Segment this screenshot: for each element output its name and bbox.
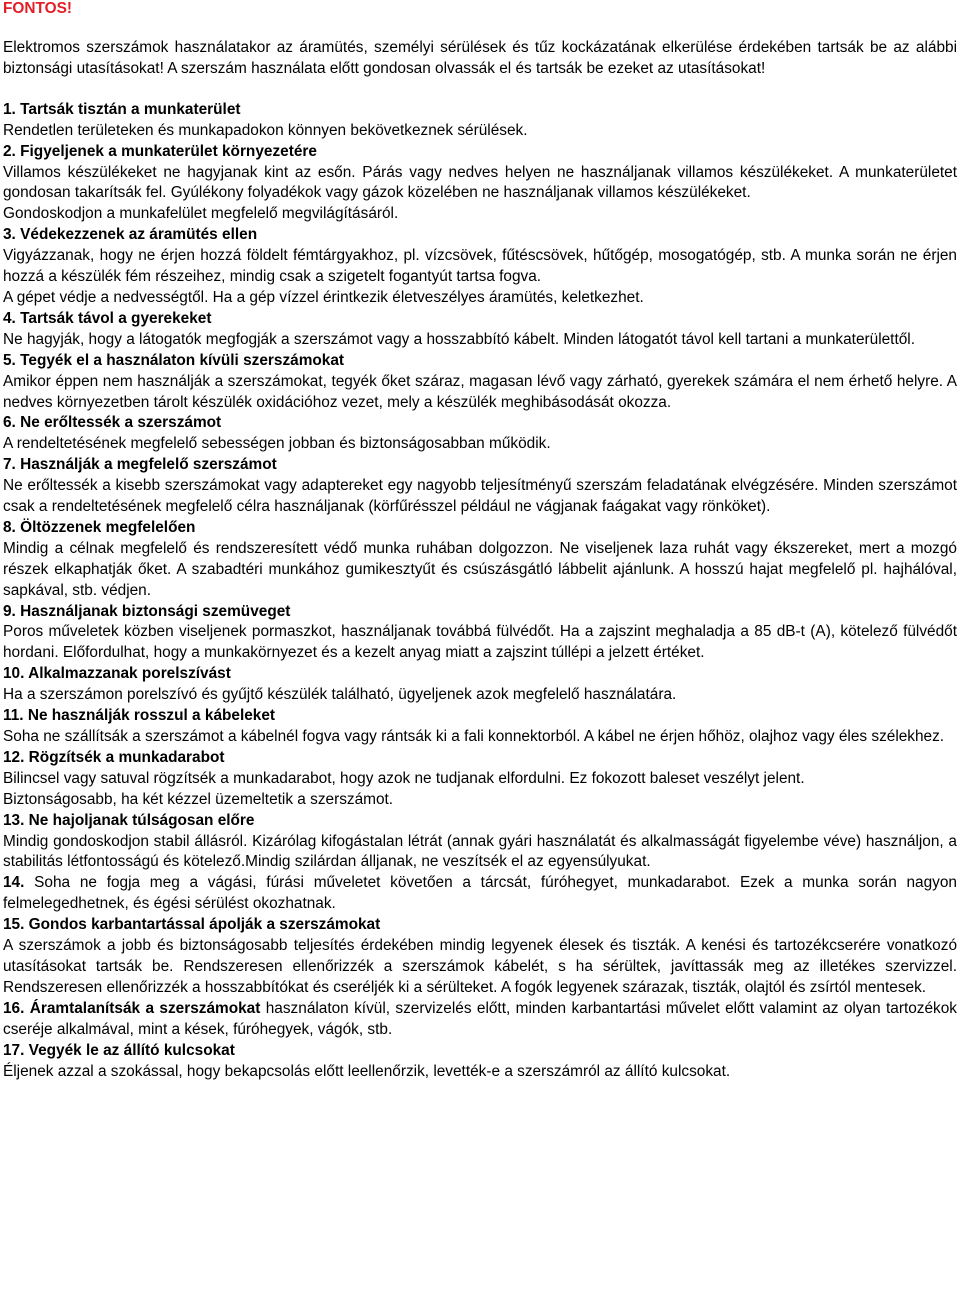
section-title: Vegyék le az állító kulcsokat <box>28 1041 235 1059</box>
section-number: 1. <box>3 100 21 118</box>
section-number: 2. <box>3 142 21 160</box>
section-body: Mindig a célnak megfelelő és rendszeresített védő munka ruhában dolgozzon. Ne viseljenek laza ruhát vagy ékszereket, mert a mozgó részek elkaphatják őket. A szabadtéri munkához gumikesztyűt és csúszásgátló lábbelit ajánlunk. A hosszú hajat megfelelő pl. hajhálóval, sapkával, stb. védjen. <box>3 539 957 599</box>
section-17 <box>3 1041 957 1083</box>
section-4 <box>3 309 957 351</box>
section-heading <box>3 225 957 246</box>
section-inline-text: használaton kívül, szervizelés előtt, minden karbantartási művelet előtt valamint az olyan tartozékok cseréje alkalmával, mint a kések, fúróhegyek, vágók, stb. <box>3 999 957 1038</box>
section-number: 11. <box>3 707 28 725</box>
page-title: FONTOS! <box>3 0 72 17</box>
section-heading <box>3 455 957 476</box>
section-5 <box>3 351 957 414</box>
section-title: Ne erőltessék a szerszámot <box>20 414 222 432</box>
section-title: Védekezzenek az áramütés ellen <box>20 226 258 244</box>
section-title: Ne hajoljanak túlságosan előre <box>28 811 255 829</box>
section-number: 7. <box>3 456 21 474</box>
section-heading <box>3 1041 957 1062</box>
section-8 <box>3 518 957 602</box>
section-body: Soha ne szállítsák a szerszámot a kábelnél fogva vagy rántsák ki a fali konnektorból. A kábel ne érjen hőhöz, olajhoz vagy éles szélekhez. <box>3 728 945 745</box>
section-title: Használják a megfelelő szerszámot <box>20 456 277 474</box>
section-title: Rögzítsék a munkadarabot <box>28 748 225 766</box>
section-body: A szerszámok a jobb és biztonságosabb teljesítés érdekében mindig legyenek élesek és tiszták. A kenési és tartozékcserére vonatkozó utasításokat tartsák be. Rendszeresen ellenőrizzék a szerszámok kábelét, s ha sérültek, javíttassák meg az illetékes szervizzel. Rendszeresen ellenőrizzék a hosszabbítókat és cseréljék ki a sérülteket. A fogók legyenek szárazak, tiszták, olajtól és zsírtól mentesek. <box>3 937 957 996</box>
section-14 <box>3 873 957 915</box>
section-heading <box>3 100 957 121</box>
section-body: Rendetlen területeken és munkapadokon könnyen bekövetkeznek sérülések. <box>3 121 528 139</box>
section-heading <box>3 999 957 1041</box>
section-heading <box>3 748 957 769</box>
section-inline-text: Soha ne fogja meg a vágási, fúrási műveletet követően a tárcsát, fúróhegyet, munkadarabot. Ezek a munka során nagyon felmelegedhetnek, és égési sérülést okozhatnak. <box>3 874 957 913</box>
section-title: Gondos karbantartással ápolják a szerszámokat <box>28 916 381 934</box>
section-7 <box>3 455 957 518</box>
section-number: 12. <box>3 748 29 766</box>
section-body: Poros műveletek közben viseljenek pormaszkot, használjanak továbbá fülvédőt. Ha a zajszint meghaladja a 85 dB-t (A), kötelező fülvédőt hordani. Előfordulhat, hogy a munkakörnyezet és a kezelt anyag miatt a zajszint túllépi a jelzett értéket. <box>3 623 957 662</box>
section-9 <box>3 602 957 665</box>
section-heading <box>3 915 957 936</box>
section-number: 13. <box>3 811 29 829</box>
section-body: Ne erőltessék a kisebb szerszámokat vagy adaptereket egy nagyobb teljesítményű szerszám feladatának elvégzésére. Minden szerszámot csak a rendeltetésének megfelelő célra használjanak (körfűrésszel például ne vágjanak faágakat vagy rönköket). <box>3 477 957 516</box>
section-body: Ha a szerszámon porelszívó és gyűjtő készülék található, ügyeljenek azok megfelelő használatára. <box>3 686 677 704</box>
section-body: Villamos készülékeket ne hagyjanak kint az esőn. Párás vagy nedves helyen ne használjanak villamos készülékeket. A munkaterületet gondosan takarítsák fel. Gyúlékony folyadékok vagy gázok közelében ne használjanak villamos készülékeket. <box>3 163 957 202</box>
section-title: Használjanak biztonsági szemüveget <box>20 602 291 620</box>
section-heading <box>3 873 957 915</box>
section-body: Amikor éppen nem használják a szerszámokat, tegyék őket száraz, magasan lévő vagy zárható, gyerekek számára el nem érhető helyre. A nedves környezetben tárolt készülék oxidációhoz vezet, mely a készülék meghibásodását okozza. <box>3 372 957 411</box>
section-title: Tegyék el a használaton kívüli szerszámokat <box>20 351 345 369</box>
section-title: Tartsák tisztán a munkaterület <box>20 100 241 118</box>
section-11 <box>3 706 957 748</box>
section-title: Figyeljenek a munkaterület környezetére <box>20 142 317 160</box>
section-10 <box>3 664 957 706</box>
section-heading <box>3 413 957 434</box>
safety-sections <box>3 100 957 1083</box>
section-body: Biztonságosabb, ha két kézzel üzemeltetik a szerszámot. <box>3 790 394 808</box>
section-number: 16. <box>3 999 30 1017</box>
section-body: Bilincsel vagy satuval rögzítsék a munkadarabot, hogy azok ne tudjanak elfordulni. Ez fokozott baleset veszélyt jelent. <box>3 769 805 787</box>
section-12 <box>3 748 957 811</box>
intro-paragraph: Elektromos szerszámok használatakor az áramütés, személyi sérülések és tűz kockázatának elkerülése érdekében tartsák be az alábbi biztonsági utasításokat! A szerszám használata előtt gondosan olvassák el és tartsák be ezeket az utasításokat! <box>3 39 957 77</box>
section-1 <box>3 100 957 142</box>
section-title: Ne használják rosszul a kábeleket <box>27 707 276 725</box>
section-heading <box>3 142 957 163</box>
section-body: A gépet védje a nedvességtől. Ha a gép vízzel érintkezik életveszélyes áramütés, keletkezhet. <box>3 288 644 306</box>
section-body: Vigyázzanak, hogy ne érjen hozzá földelt fémtárgyakhoz, pl. vízcsövek, fűtéscsövek, hűtőgép, mosogatógép, stb. A munka során ne érjen hozzá a készülék fém részeihez, mindig csak a szigetelt fogantyút tartsa fogva. <box>3 247 957 286</box>
section-body: Ne hagyják, hogy a látogatók megfogják a szerszámot vagy a hosszabbító kábelt. Minden látogatót távol kell tartani a munkaterülettől. <box>3 330 915 348</box>
section-number: 5. <box>3 351 21 369</box>
section-15 <box>3 915 957 999</box>
section-heading <box>3 706 957 727</box>
section-3 <box>3 225 957 309</box>
section-6 <box>3 413 957 455</box>
section-body: Éljenek azzal a szokással, hogy bekapcsolás előtt leellenőrzik, levették-e a szerszámról az állító kulcsokat. <box>3 1062 731 1080</box>
section-body: A rendeltetésének megfelelő sebességen jobban és biztonságosabban működik. <box>3 435 551 453</box>
section-number: 8. <box>3 518 21 536</box>
section-heading <box>3 664 957 685</box>
section-13 <box>3 811 957 874</box>
section-title: Áramtalanítsák a szerszámokat <box>29 999 261 1017</box>
section-heading <box>3 351 957 372</box>
section-body: Gondoskodjon a munkafelület megfelelő megvilágításáról. <box>3 205 399 223</box>
section-number: 6. <box>3 414 21 432</box>
section-16 <box>3 999 957 1041</box>
section-title: Öltözzenek megfelelően <box>20 518 196 536</box>
section-heading <box>3 309 957 330</box>
section-2 <box>3 142 957 226</box>
section-heading <box>3 602 957 623</box>
section-number: 9. <box>3 602 21 620</box>
section-number: 17. <box>3 1041 29 1059</box>
section-heading <box>3 518 957 539</box>
section-number: 4. <box>3 309 21 327</box>
section-number: 3. <box>3 226 21 244</box>
section-heading <box>3 811 957 832</box>
section-number: 15. <box>3 916 29 934</box>
section-number: 10. <box>3 665 29 683</box>
section-title: Alkalmazzanak porelszívást <box>28 665 231 683</box>
section-title: Tartsák távol a gyerekeket <box>20 309 212 327</box>
section-number: 14. <box>3 874 35 892</box>
section-body: Mindig gondoskodjon stabil állásról. Kizárólag kifogástalan létrát (annak gyári használatát és alkalmasságát figyelembe véve) használjon, a stabilitás létfontosságú és kötelező.Mindig szilárdan álljanak, ne veszítsék el az egyensúlyukat. <box>3 832 957 871</box>
